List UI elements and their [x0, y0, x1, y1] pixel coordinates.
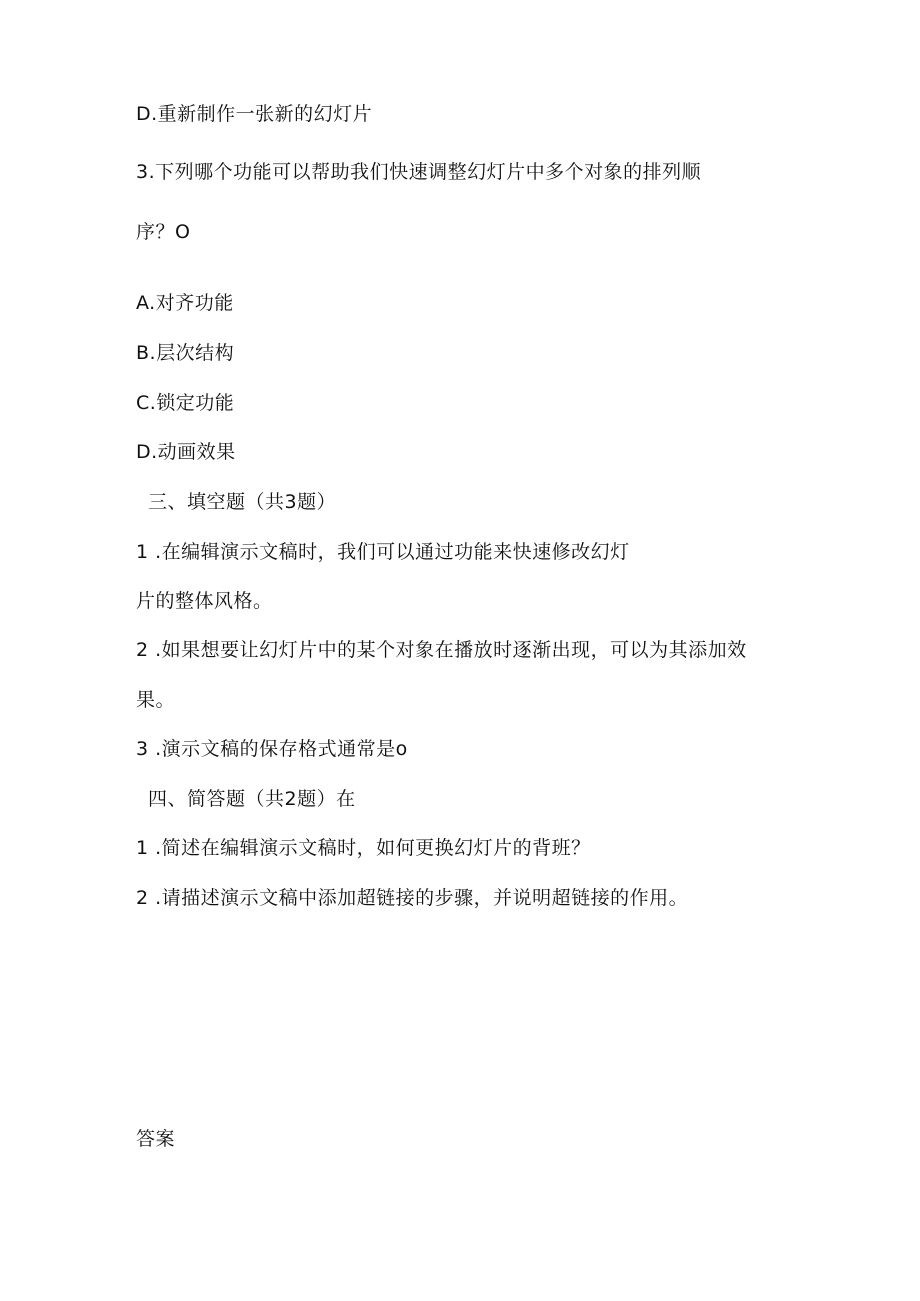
option-a-q3: A.对齐功能	[136, 292, 234, 314]
option-c-q3: C.锁定功能	[136, 392, 235, 414]
fill-blank-question-3: 3 .演示文稿的保存格式通常是o	[136, 738, 408, 760]
fill-blank-question-1-cont: 片的整体风格。	[136, 590, 273, 612]
question-3-text-cont: 序？O	[136, 221, 191, 243]
fill-blank-question-1: 1 .在编辑演示文稿时，我们可以通过功能来快速修改幻灯	[136, 541, 630, 563]
short-answer-question-2: 2 .请描述演示文稿中添加超链接的步骤，并说明超链接的作用。	[136, 887, 689, 909]
answers-heading: 答案	[136, 1128, 176, 1150]
question-3-text: 3.下列哪个功能可以帮助我们快速调整幻灯片中多个对象的排列顺	[136, 161, 702, 183]
option-d-q2: D.重新制作一张新的幻灯片	[136, 103, 373, 125]
fill-blank-question-2: 2 .如果想要让幻灯片中的某个对象在播放时逐渐出现，可以为其添加效	[136, 639, 747, 661]
option-b-q3: B.层次结构	[136, 342, 235, 364]
section-heading-fill-blank: 三、填空题（共3题）	[148, 491, 337, 513]
short-answer-question-1: 1 .简述在编辑演示文稿时，如何更换幻灯片的背班？	[136, 837, 591, 859]
fill-blank-question-2-cont: 果。	[136, 689, 176, 711]
option-d-q3: D.动画效果	[136, 441, 236, 463]
section-heading-short-answer: 四、简答题（共2题）在	[148, 788, 356, 810]
